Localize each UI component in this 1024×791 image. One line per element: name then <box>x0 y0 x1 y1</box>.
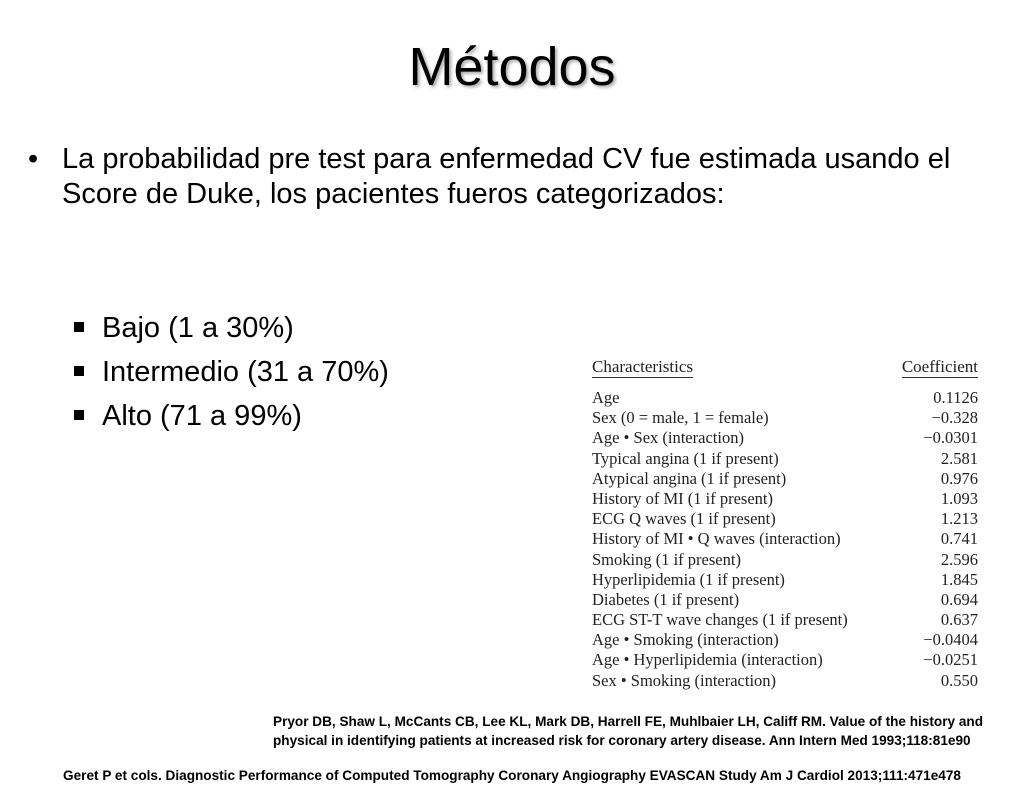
category-list <box>74 310 534 442</box>
row-characteristic: Age • Hyperlipidemia (interaction) <box>592 650 823 670</box>
table-row <box>592 630 978 650</box>
row-characteristic: Age • Sex (interaction) <box>592 428 744 448</box>
table-row <box>592 650 978 670</box>
row-coefficient: 0.694 <box>940 589 978 609</box>
table-row <box>592 671 978 691</box>
row-characteristic: Age <box>592 388 620 407</box>
row-coefficient: 1.093 <box>940 488 978 508</box>
table-row <box>592 489 978 509</box>
category-item <box>74 398 534 442</box>
row-coefficient: −0.0404 <box>923 630 978 650</box>
duke-score-table <box>588 352 988 697</box>
row-coefficient: −0.0251 <box>923 650 978 670</box>
table-row <box>592 529 978 549</box>
category-label: Alto (71 a 99%) <box>102 400 302 432</box>
category-label: Bajo (1 a 30%) <box>102 312 294 344</box>
table-row <box>592 469 978 489</box>
header-characteristics: Characteristics <box>592 357 694 376</box>
row-characteristic: ECG ST-T wave changes (1 if present) <box>592 610 848 630</box>
row-characteristic: Sex (0 = male, 1 = female) <box>592 408 769 428</box>
table-row <box>592 428 978 448</box>
table-row <box>592 449 978 469</box>
category-label: Intermedio (31 a 70%) <box>102 356 389 388</box>
table-row <box>592 610 978 630</box>
row-coefficient: 0.1126 <box>933 388 978 407</box>
bullet-dot: • <box>28 143 39 175</box>
row-coefficient: 1.845 <box>940 569 978 589</box>
table-row <box>592 550 978 570</box>
page-title: Métodos <box>408 37 616 97</box>
table-body <box>592 388 978 691</box>
row-characteristic: Age • Smoking (interaction) <box>592 630 779 650</box>
category-item <box>74 354 534 398</box>
square-bullet-icon <box>74 410 84 420</box>
row-characteristic: Sex • Smoking (interaction) <box>592 670 777 690</box>
header-coefficient: Coefficient <box>901 357 978 376</box>
row-coefficient: 1.213 <box>940 509 978 529</box>
table-row <box>592 509 978 529</box>
square-bullet-icon <box>74 366 84 376</box>
reference-pryor: Pryor DB, Shaw L, McCants CB, Lee KL, Mark DB, Harrell FE, Muhlbaier LH, Califf RM. Value of the history and physical in identifying patients at increased risk for coronary artery disease. Ann Intern Med 1993;118:81e90 <box>273 714 984 748</box>
row-characteristic: History of MI • Q waves (interaction) <box>592 529 841 549</box>
table-row <box>592 570 978 590</box>
row-characteristic: Hyperlipidemia (1 if present) <box>592 569 785 589</box>
row-coefficient: 2.581 <box>940 448 978 468</box>
row-characteristic: History of MI (1 if present) <box>592 488 774 508</box>
row-characteristic: Diabetes (1 if present) <box>592 589 740 609</box>
row-coefficient: 0.741 <box>940 529 978 549</box>
intro-text: La probabilidad pre test para enfermedad CV fue estimada usando el Score de Duke, los pacientes fueros categorizados: <box>62 143 951 210</box>
row-characteristic: Atypical angina (1 if present) <box>592 468 787 488</box>
table-row <box>592 388 978 408</box>
row-characteristic: ECG Q waves (1 if present) <box>592 509 776 529</box>
row-coefficient: −0.0301 <box>923 428 978 448</box>
row-coefficient: 0.976 <box>940 468 978 488</box>
square-bullet-icon <box>74 322 84 332</box>
table-row <box>592 408 978 428</box>
category-item <box>74 310 534 354</box>
reference-geret: Geret P et cols. Diagnostic Performance of Computed Tomography Coronary Angiography EVASCAN Study Am J Cardiol 2013;111:471e478 <box>63 768 961 783</box>
row-characteristic: Smoking (1 if present) <box>592 549 741 569</box>
row-coefficient: −0.328 <box>931 408 978 428</box>
row-characteristic: Typical angina (1 if present) <box>592 448 779 468</box>
table-row <box>592 590 978 610</box>
row-coefficient: 0.637 <box>940 610 978 630</box>
row-coefficient: 0.550 <box>940 670 978 690</box>
row-coefficient: 2.596 <box>940 549 978 569</box>
